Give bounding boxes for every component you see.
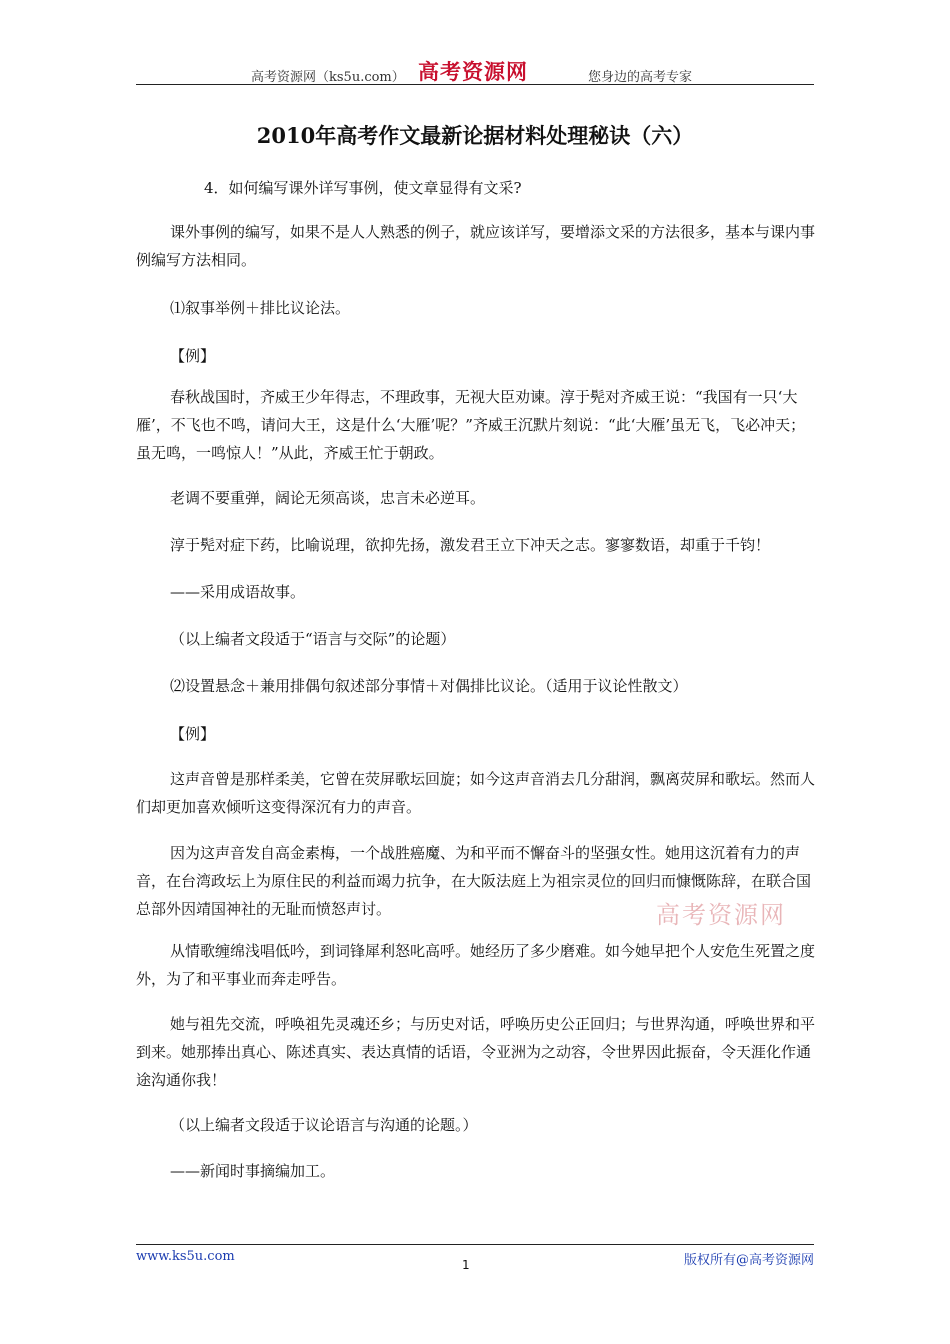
header-slogan: 您身边的高考专家 bbox=[588, 70, 693, 85]
paragraph-method-2: ⑵设置悬念＋兼用排偶句叙述部分事情＋对偶排比议论。（适用于议论性散文） bbox=[170, 677, 688, 695]
paragraph-scope-2: （以上编者文段适于议论语言与沟通的论题。） bbox=[170, 1116, 478, 1134]
page-number: 1 bbox=[462, 1258, 470, 1272]
paragraph-note-2: ——新闻时事摘编加工。 bbox=[170, 1162, 336, 1180]
paragraph-method-1: ⑴叙事举例＋排比议论法。 bbox=[170, 299, 351, 317]
paragraph-voice: 这声音曾是那样柔美，它曾在荧屏歌坛回旋；如今这声音消去几分甜润，飘离荧屏和歌坛。然而人们却更加喜欢倾听这变得深沉有力的声音。 bbox=[136, 770, 816, 816]
header-site-name: 高考资源网（ks5u.com） bbox=[251, 70, 405, 85]
paragraph-note-1: ——采用成语故事。 bbox=[170, 583, 306, 601]
paragraph-intro: 课外事例的编写，如果不是人人熟悉的例子，就应该详写，要增添文采的方法很多，基本与课内事例编写方法相同。 bbox=[136, 223, 816, 269]
footer-website-link[interactable]: www.ks5u.com bbox=[136, 1249, 235, 1264]
paragraph-communication: 她与祖先交流，呼唤祖先灵魂还乡；与历史对话，呼唤历史公正回归；与世界沟通，呼唤世界和平到来。她那捧出真心、陈述真实、表达真情的话语，令亚洲为之动容，令世界因此振奋，令天涯化作通途沟通你我！ bbox=[136, 1015, 816, 1089]
paragraph-parallel: 老调不要重弹，阔论无须高谈，忠言未必逆耳。 bbox=[170, 489, 486, 507]
paragraph-gaojinsumei: 因为这声音发自高金素梅，一个战胜癌魔、为和平而不懈奋斗的坚强女性。她用这沉着有力的声音，在台湾政坛上为原住民的利益而竭力抗争，在大阪法庭上为祖宗灵位的回归而慷慨陈辞，在联合国总部外因靖国神社的无耻而愤怒声讨。 bbox=[136, 844, 812, 918]
paragraph-example-label-1: 【例】 bbox=[170, 347, 216, 365]
paragraph-question: 4．如何编写课外详写事例，使文章显得有文采? bbox=[204, 179, 522, 197]
document-title: 2010年高考作文最新论据材料处理秘诀（六） bbox=[256, 123, 694, 148]
header-logo: 高考资源网 bbox=[418, 59, 528, 84]
paragraph-example-label-2: 【例】 bbox=[170, 725, 216, 743]
page-footer bbox=[136, 1244, 814, 1268]
paragraph-analysis: 淳于髡对症下药，比喻说理，欲抑先扬，激发君王立下冲天之志。寥寥数语，却重于千钧！ bbox=[170, 536, 771, 554]
paragraph-scope-1: （以上编者文段适于“语言与交际”的论题） bbox=[170, 630, 456, 648]
watermark-logo: 高考资源网 bbox=[656, 901, 786, 929]
footer-copyright: 版权所有@高考资源网 bbox=[683, 1253, 814, 1268]
page-header bbox=[136, 54, 814, 85]
paragraph-story: 春秋战国时，齐威王少年得志，不理政事，无视大臣劝谏。淳于髡对齐威王说：“我国有一只‘大雁’，不飞也不鸣，请问大王，这是什么‘大雁’呢？”齐威王沉默片刻说：“此‘大雁’虽无飞，飞必冲天；虽无鸣，一鸣惊人！”从此，齐威王忙于朝政。 bbox=[136, 388, 806, 462]
paragraph-hardship: 从情歌缠绵浅唱低吟，到词锋犀利怒叱高呼。她经历了多少磨难。如今她早把个人安危生死置之度外，为了和平事业而奔走呼告。 bbox=[136, 942, 816, 988]
